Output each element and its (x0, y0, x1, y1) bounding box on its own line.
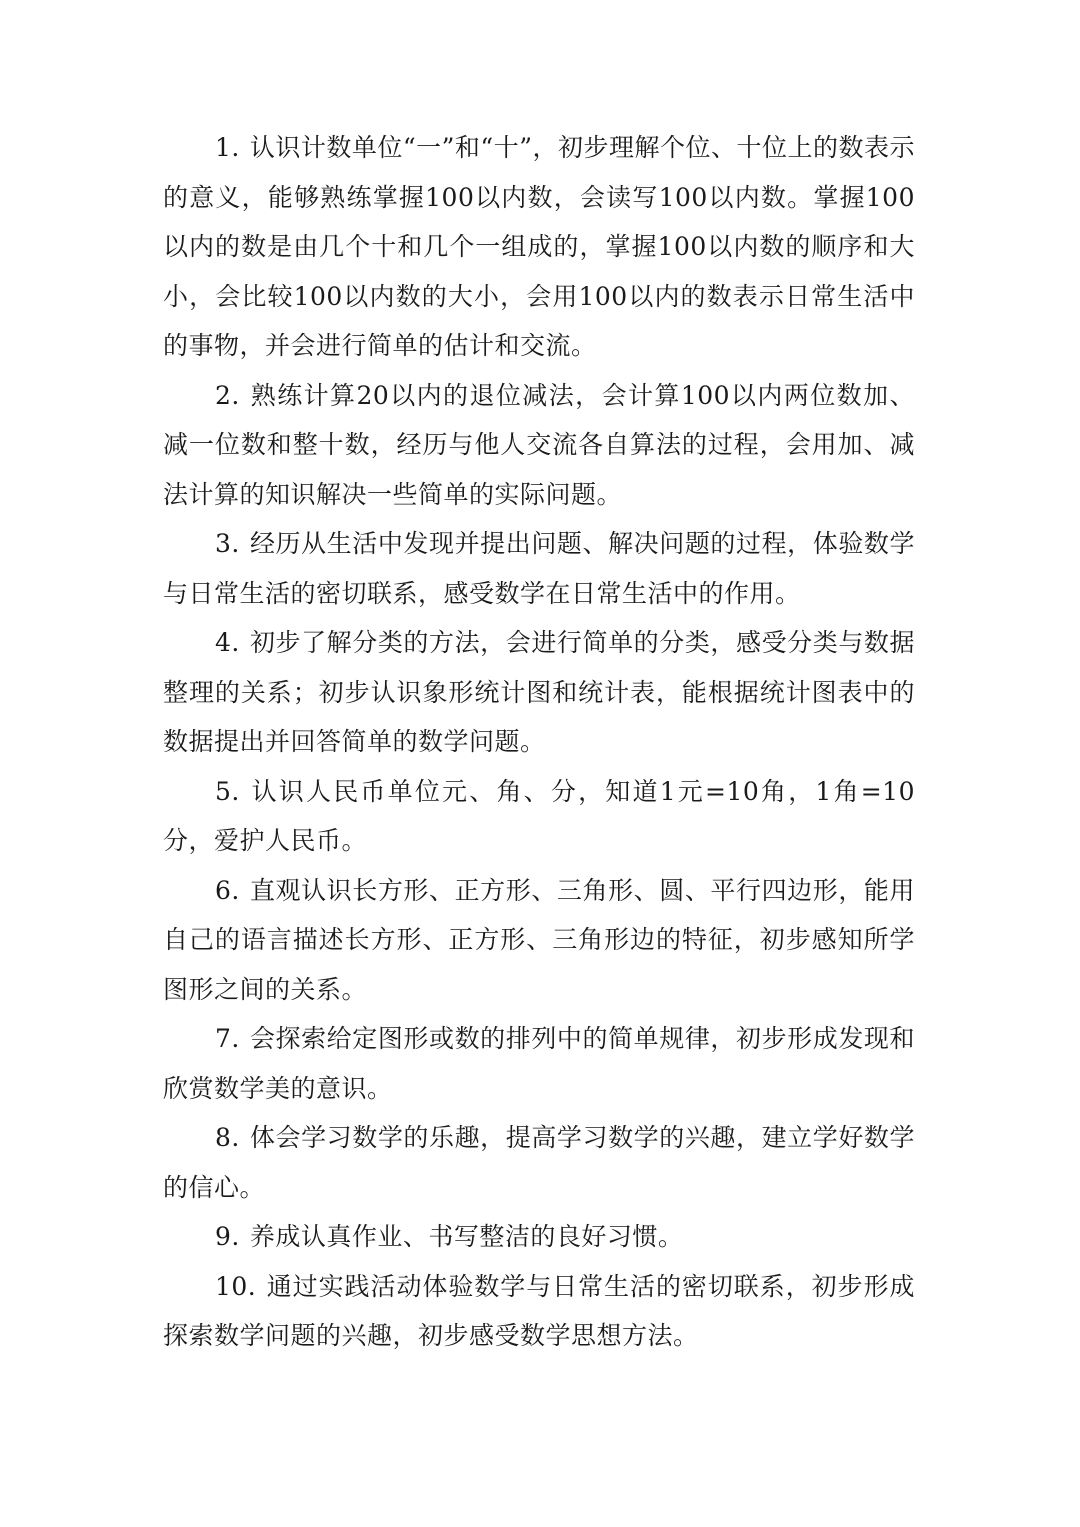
paragraph-number: 5. (215, 776, 240, 806)
paragraph-text: 熟练计算20以内的退位减法，会计算100以内两位数加、减一位数和整十数，经历与他人交流各自算法的过程，会用加、减法计算的知识解决一些简单的实际问题。 (163, 380, 915, 509)
paragraph-3 (163, 519, 915, 618)
paragraph-number: 8. (215, 1123, 240, 1152)
paragraph-number: 3. (215, 529, 240, 558)
paragraph-8 (163, 1113, 915, 1212)
paragraph-text: 经历从生活中发现并提出问题、解决问题的过程，体验数学与日常生活的密切联系，感受数学在日常生活中的作用。 (163, 529, 915, 608)
paragraph-2 (163, 371, 915, 520)
paragraph-number: 1. (215, 133, 240, 162)
paragraph-text: 初步了解分类的方法，会进行简单的分类，感受分类与数据整理的关系；初步认识象形统计图和统计表，能根据统计图表中的数据提出并回答简单的数学问题。 (163, 628, 915, 756)
paragraph-text: 直观认识长方形、正方形、三角形、圆、平行四边形，能用自己的语言描述长方形、正方形、三角形边的特征，初步感知所学图形之间的关系。 (163, 875, 915, 1004)
paragraph-text: 认识人民币单位元、角、分，知道1元=10角，1角=10分，爱护人民币。 (163, 776, 915, 855)
paragraph-4 (163, 618, 915, 767)
paragraph-6 (163, 866, 915, 1015)
paragraph-number: 2. (215, 380, 240, 410)
paragraph-7 (163, 1014, 915, 1113)
paragraph-number: 10. (215, 1271, 257, 1301)
paragraph-number: 4. (215, 628, 240, 657)
paragraph-9 (163, 1212, 915, 1262)
document-body (163, 123, 915, 1361)
paragraph-5 (163, 767, 915, 866)
paragraph-number: 6. (215, 875, 240, 905)
paragraph-text: 通过实践活动体验数学与日常生活的密切联系，初步形成探索数学问题的兴趣，初步感受数学思想方法。 (163, 1271, 915, 1350)
paragraph-1 (163, 123, 915, 371)
paragraph-text: 认识计数单位“一”和“十”，初步理解个位、十位上的数表示的意义，能够熟练掌握100以内数，会读写100以内数。掌握100以内的数是由几个十和几个一组成的，掌握100以内数的顺序和大小，会比较100以内数的大小，会用100以内的数表示日常生活中的事物，并会进行简单的估计和交流。 (163, 133, 915, 360)
paragraph-number: 9. (215, 1222, 240, 1251)
paragraph-number: 7. (215, 1024, 240, 1053)
paragraph-text: 养成认真作业、书写整洁的良好习惯。 (249, 1222, 684, 1251)
paragraph-text: 体会学习数学的乐趣，提高学习数学的兴趣，建立学好数学的信心。 (163, 1123, 915, 1202)
paragraph-text: 会探索给定图形或数的排列中的简单规律，初步形成发现和欣赏数学美的意识。 (163, 1024, 915, 1103)
paragraph-10 (163, 1262, 915, 1361)
